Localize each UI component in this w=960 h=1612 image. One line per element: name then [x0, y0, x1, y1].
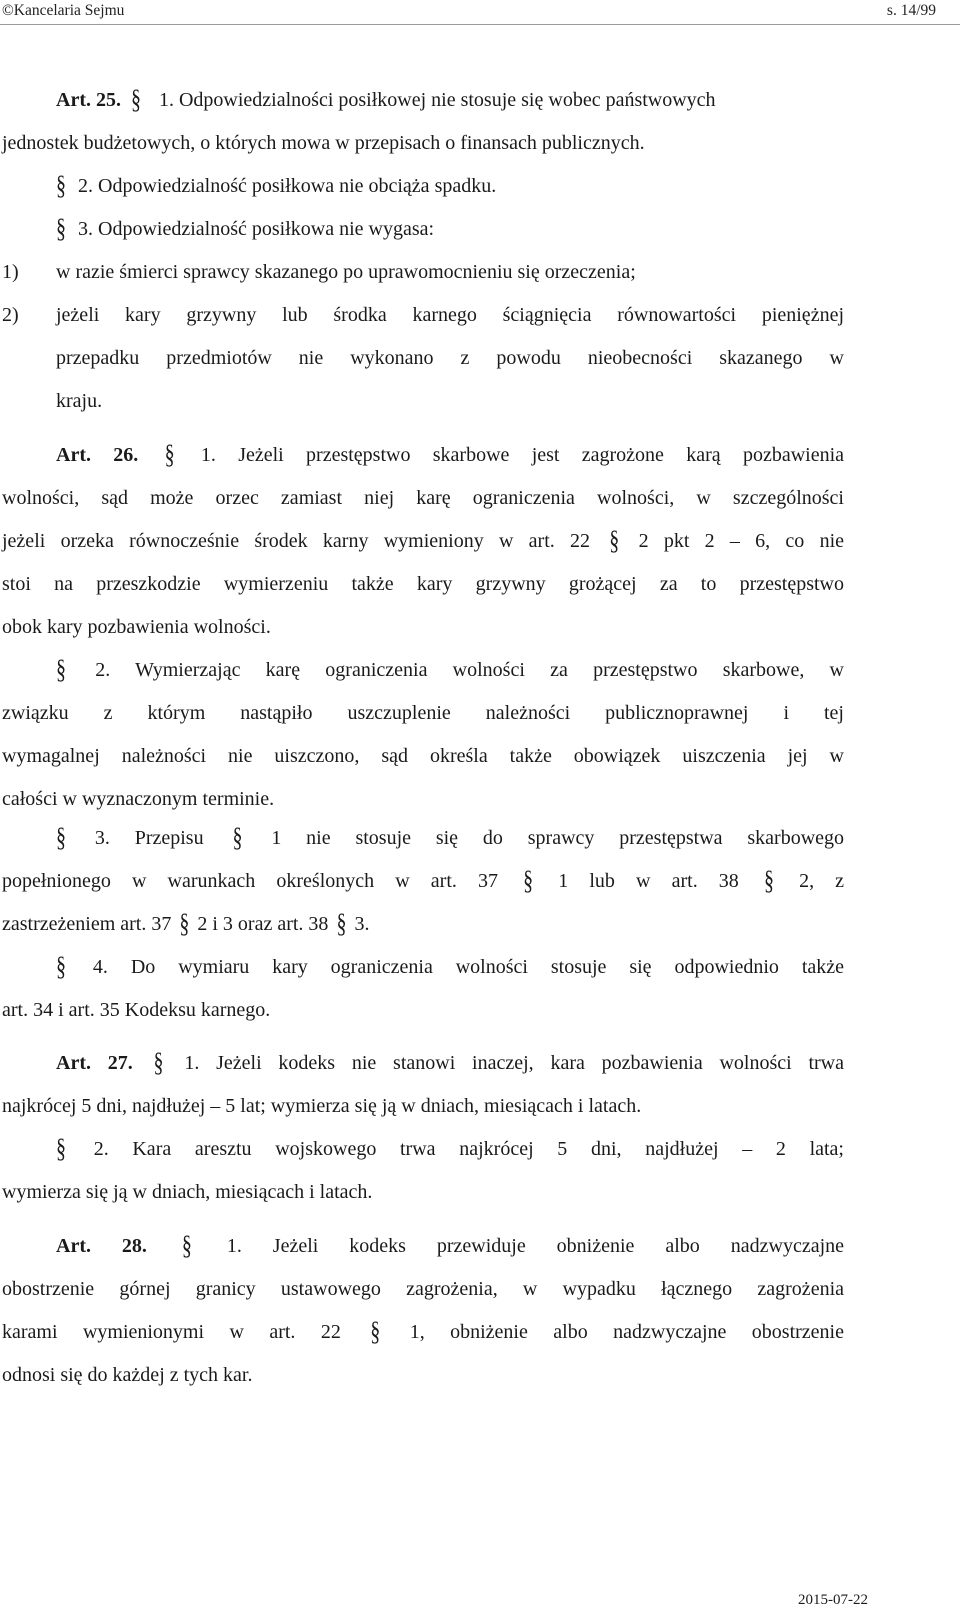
art-28-line-3: karami wymienionymi w art. 22 § 1, obniżenie albo nadzwyczajne obostrzenie	[2, 1317, 844, 1347]
art-26-line-4: stoi na przeszkodzie wymierzeniu także kary grzywny grożącej za to przestępstwo	[2, 573, 844, 595]
point-2-line-2: przepadku przedmiotów nie wykonano z powodu nieobecności skazanego w	[56, 347, 844, 369]
art-26-line-3: jeżeli orzeka równocześnie środek karny wymieniony w art. 22 § 2 pkt 2 – 6, co nie	[2, 526, 844, 556]
art-28-line-4: odnosi się do każdej z tych kar.	[2, 1364, 253, 1386]
art-25-line-2: jednostek budżetowych, o których mowa w przepisach o finansach publicznych.	[2, 132, 645, 154]
art-26-par-4-line-1: § 4. Do wymiaru kary ograniczenia wolności stosuje się odpowiednio także	[56, 952, 845, 982]
art-25-par-2: § 2. Odpowiedzialność posiłkowa nie obciąża spadku.	[56, 171, 497, 201]
art-25-par-3: § 3. Odpowiedzialność posiłkowa nie wygasa:	[56, 214, 435, 244]
article-number: Art. 25.	[56, 89, 121, 111]
art-26-par-3-line-3: zastrzeżeniem art. 37 § 2 i 3 oraz art. 38 § 3.	[2, 909, 370, 939]
art-26-line-1: Art. 26. § 1. Jeżeli przestępstwo skarbowe jest zagrożone karą pozbawienia	[56, 440, 845, 470]
publisher-label: ©Kancelaria Sejmu	[2, 2, 125, 19]
art-27-par-2-line-1: § 2. Kara aresztu wojskowego trwa najkrócej 5 dni, najdłużej – 2 lata;	[56, 1134, 844, 1164]
art-26-par-2-line-1: § 2. Wymierzając karę ograniczenia wolności za przestępstwo skarbowe, w	[56, 655, 844, 685]
art-25-line-1: Art. 25. § 1. Odpowiedzialności posiłkowej nie stosuje się wobec państwowych	[56, 85, 716, 115]
point-1-text: w razie śmierci sprawcy skazanego po uprawomocnieniu się orzeczenia;	[56, 261, 636, 283]
page-number: s. 14/99	[886, 2, 936, 19]
point-2-number: 2)	[2, 304, 19, 326]
point-1-number: 1)	[2, 261, 19, 283]
art-27-line-1: Art. 27. § 1. Jeżeli kodeks nie stanowi inaczej, kara pozbawienia wolności trwa	[56, 1048, 845, 1078]
point-2-line-3: kraju.	[56, 390, 103, 412]
art-27-par-2-line-2: wymierza się ją w dniach, miesiącach i latach.	[2, 1181, 373, 1203]
art-26-par-3-line-1: § 3. Przepisu § 1 nie stosuje się do sprawcy przestępstwa skarbowego	[56, 823, 845, 853]
point-2-line-1: jeżeli kary grzywny lub środka karnego ściągnięcia równowartości pieniężnej	[56, 304, 844, 326]
art-26-par-4-line-2: art. 34 i art. 35 Kodeksu karnego.	[2, 999, 271, 1021]
art-26-par-3-line-2: popełnionego w warunkach określonych w art. 37 § 1 lub w art. 38 § 2, z	[2, 866, 845, 896]
art-27-line-2: najkrócej 5 dni, najdłużej – 5 lat; wymierza się ją w dniach, miesiącach i latach.	[2, 1095, 642, 1117]
art-26-line-5: obok kary pozbawienia wolności.	[2, 616, 271, 638]
art-26-par-2-line-4: całości w wyznaczonym terminie.	[2, 788, 275, 810]
footer-date: 2015-07-22	[798, 1592, 868, 1608]
art-26-line-2: wolności, sąd może orzec zamiast niej karę ograniczenia wolności, w szczególności	[2, 487, 844, 509]
section-sign: §	[130, 85, 141, 115]
art-28-line-2: obostrzenie górnej granicy ustawowego zagrożenia, w wypadku łącznego zagrożenia	[2, 1278, 844, 1300]
page-header	[0, 0, 960, 25]
art-26-par-2-line-3: wymagalnej należności nie uiszczono, sąd określa także obowiązek uiszczenia jej w	[2, 745, 844, 767]
art-28-line-1: Art. 28. § 1. Jeżeli kodeks przewiduje obniżenie albo nadzwyczajne	[56, 1231, 845, 1261]
art-26-par-2-line-2: związku z którym nastąpiło uszczuplenie należności publicznoprawnej i tej	[2, 702, 844, 724]
